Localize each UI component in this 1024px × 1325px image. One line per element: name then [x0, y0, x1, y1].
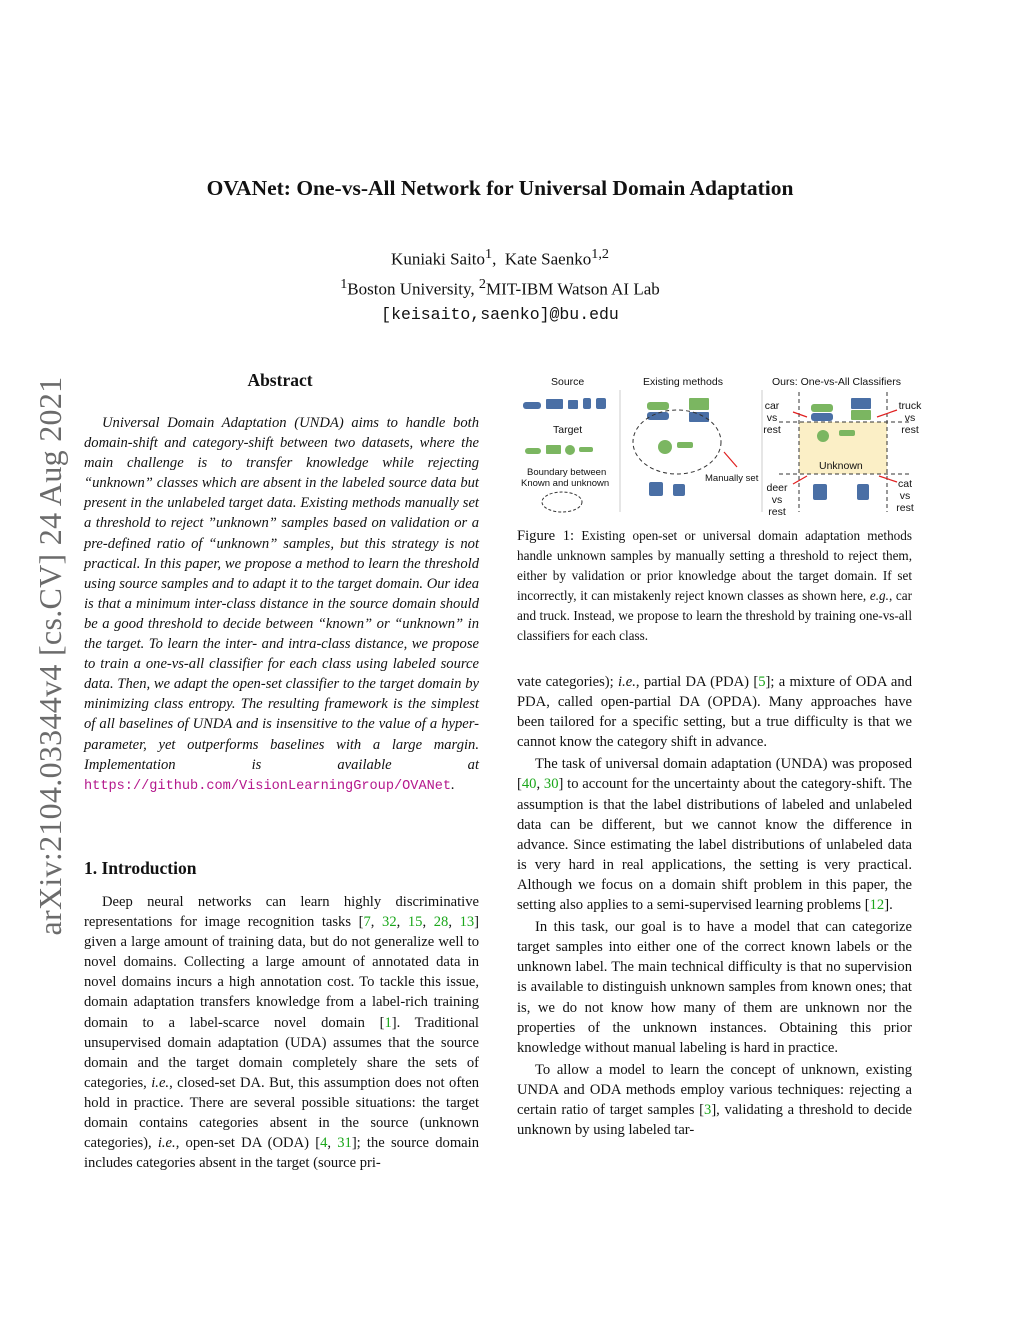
- car-icon: [647, 412, 669, 420]
- text-run: Deep neural networks can learn highly discriminative representations for image recognition tasks [: [84, 894, 479, 931]
- paper-title: OVANet: One-vs-All Network for Universal Domain Adaptation: [206, 176, 794, 200]
- body-paragraph: In this task, our goal is to have a model that can categorize target samples into either one of the correct known labels or the unknown label. The main technical difficulty is that no supervision is available to distinguish unknown samples from known ones; that is, we do not know how many of them are unknown nor the properties of the unknown instances. Obtaining this prior knowledge without manual labeling is hard in practice.: [517, 919, 912, 1056]
- author-name: Kuniaki Saito: [391, 249, 486, 269]
- bug-icon: [565, 445, 575, 455]
- car-icon: [811, 404, 833, 412]
- text-run: ] to account for the uncertainty about the category-shift. The assumption is that the label distributions of labeled and unlabeled data can be different, but we cannot know the difference in advance. Since estimating the label distributions of unlabeled data is very hard in real applications, the setting is very practical. Although we focus on a domain shift problem in this paper, the setting also applies to a semi-supervised learning problems [: [517, 776, 913, 914]
- figure-number: Figure 1:: [517, 528, 575, 544]
- text-run: The task of universal domain adaptation (UNDA) was proposed [: [517, 756, 912, 793]
- truck-icon: [546, 399, 563, 409]
- arrow-icon: [724, 452, 737, 467]
- emphasis: i.e.: [157, 1135, 176, 1152]
- text-run: ] given a large amount of training data, but do not generalize well to novel domains. Collecting a large amount of annotated data in novel domains incurs a high annotation cost. To tackle this issue, domain adaptation transfers knowledge from a label-rich training domain to a label-scarce novel domain [: [84, 914, 480, 1031]
- text-run: ].: [884, 897, 893, 914]
- truck-icon: [689, 398, 709, 410]
- label-line: car: [764, 400, 780, 412]
- text-run: To allow a model to learn the concept of unknown, existing UNDA and ODA methods employ various techniques: rejecting a certain ratio of target samples [: [517, 1061, 912, 1118]
- figure-1-diagram: [517, 372, 917, 522]
- affiliation-line: [200, 272, 800, 302]
- abstract-heading: Abstract: [247, 370, 313, 390]
- boundary-shape: [542, 492, 582, 512]
- intro-paragraph: Deep neural networks can learn highly discriminative representations for image recognition tasks [7, 32, 15, 28, 13] given a large amount of training data, but do not generalize well to novel domains. Collecting a large amount of annotated data in novel domains incurs a high annotation cost. To tackle this issue, domain adaptation transfers knowledge from a label-rich training domain to a label-scarce novel domain [1]. Traditional unsupervised domain adaptation (UDA) assumes that the source domain and the target domain completely share the sets of categories, i.e., closed-set DA. But, this assumption does not often hold in practice. There are several possible situations: the target domain contains categories absent in the source (unknown categories), i.e., open-set DA (ODA) [4, 31]; the source domain includes categories absent in the target (source pri-: [84, 894, 480, 1172]
- body-paragraph: [517, 1060, 912, 1140]
- figure-caption: [517, 526, 912, 646]
- text-run: , closed-set DA. But, this assumption does not often hold in practice. There are several possible situations: the target domain contains categories absent in the source (unknown categories),: [84, 1074, 480, 1152]
- text-run: ]; a mixture of ODA and PDA, called open-partial DA (OPDA). Many approaches have been tailored for a specific setting, but a true difficulty is that we cannot know the category shift in advance.: [517, 674, 912, 751]
- citation-link[interactable]: 31: [337, 1135, 352, 1152]
- truck-classifier-label: [897, 400, 923, 436]
- figure-1: [517, 372, 922, 522]
- label-line: vs: [771, 494, 783, 506]
- car-icon: [647, 402, 669, 410]
- arrow-icon: [793, 412, 807, 417]
- label-line: rest: [763, 424, 781, 436]
- horse-icon: [583, 398, 591, 409]
- citation-link[interactable]: 12: [869, 897, 885, 914]
- abstract-body: [84, 413, 479, 797]
- affiliation-marker: 1,2: [591, 246, 609, 262]
- affiliation-marker: 1: [485, 246, 493, 262]
- cat-classifier-label: [895, 478, 915, 514]
- body-paragraph: The task of universal domain adaptation (UNDA) was proposed [40, 30] to account for the uncertainty about the category-shift. The assumption is that the label distributions of labeled and unlabeled data can be different, but we cannot know the difference in advance. Since estimating the label distributions of unlabeled data is very hard in real applications, the setting is very practical. Although we focus on a domain shift problem in this paper, the setting also applies to a semi-supervised learning problems [12].: [517, 756, 913, 914]
- bone-icon: [839, 430, 855, 436]
- citation-link[interactable]: 5: [758, 674, 766, 690]
- text-run: vate categories);: [517, 674, 619, 690]
- section-heading: 1. Introduction: [84, 858, 197, 878]
- citation-link[interactable]: 15: [407, 914, 423, 931]
- text-run: ]. Traditional unsupervised domain adaptation (UDA) assumes that the source domain and the target domain completely share the sets of categories,: [84, 1014, 479, 1091]
- label-line: vs: [766, 412, 778, 424]
- unknown-label: Unknown: [819, 460, 863, 472]
- citation-link[interactable]: 30: [543, 776, 559, 793]
- cat-icon: [857, 484, 869, 500]
- car-classifier-label: [763, 400, 781, 436]
- citation-link[interactable]: 1: [384, 1014, 392, 1031]
- author-block: [200, 242, 800, 301]
- label-line: truck: [898, 400, 922, 412]
- emphasis: i.e.: [151, 1074, 170, 1091]
- affiliation-marker: 1: [340, 275, 348, 292]
- ours-label: Ours: One-vs-All Classifiers: [772, 376, 901, 388]
- bone-icon: [579, 447, 593, 452]
- label-line: vs: [904, 412, 916, 424]
- author-name: Kate Saenko: [504, 249, 592, 269]
- car-icon: [811, 413, 833, 421]
- car-icon: [525, 448, 541, 454]
- citation-link[interactable]: 40: [521, 776, 537, 793]
- label-line: rest: [768, 506, 786, 518]
- manually-set-label: Manually set: [705, 473, 759, 484]
- citation-link[interactable]: 28: [433, 914, 449, 931]
- emphasis: e.g.: [869, 588, 889, 603]
- label-line: vs: [899, 490, 911, 502]
- truck-icon: [689, 412, 709, 422]
- label-line: cat: [897, 478, 912, 490]
- text-run: , partial DA (PDA) [: [635, 674, 759, 690]
- deer-icon: [813, 484, 827, 500]
- existing-label: Existing methods: [643, 376, 723, 388]
- truck-icon: [851, 410, 871, 420]
- bug-icon: [817, 430, 829, 442]
- label-line: rest: [896, 502, 914, 514]
- abstract-paragraph: [84, 413, 479, 797]
- text-run: , open-set DA (ODA) [: [175, 1135, 321, 1152]
- cat-icon: [596, 398, 606, 409]
- existing-icons: [647, 398, 709, 496]
- bone-icon: [677, 442, 693, 448]
- deer-icon: [568, 400, 578, 409]
- deer-icon: [649, 482, 663, 496]
- target-label: Target: [553, 424, 583, 436]
- body-paragraph: [517, 672, 912, 752]
- author-line: Kuniaki Saito$^1$, Kate Saenko$^{1,2}$: [391, 246, 609, 269]
- arrow-icon: [793, 476, 807, 484]
- caption-text: , car and truck. Instead, we propose to learn the threshold by training one-vs-all classifiers for each class.: [517, 588, 912, 643]
- bug-icon: [658, 440, 672, 454]
- punctuation: .: [451, 776, 455, 793]
- cat-icon: [673, 484, 685, 496]
- citation-link[interactable]: 13: [459, 914, 475, 931]
- affiliation: Boston University,: [347, 279, 479, 299]
- boundary-label: Boundary between: [527, 467, 607, 478]
- source-label: Source: [551, 376, 585, 388]
- citation-link[interactable]: 7: [363, 914, 371, 931]
- intro-body: [84, 892, 479, 1173]
- arxiv-identifier: arXiv:2104.03344v4 [cs.CV] 24 Aug 2021: [32, 376, 68, 936]
- affiliation: MIT-IBM Watson AI Lab: [485, 279, 660, 299]
- right-column-body: [517, 672, 912, 1140]
- text-run: ]; the source domain includes categories absent in the target (source pri-: [84, 1135, 480, 1172]
- label-line: rest: [901, 424, 919, 436]
- deer-classifier-label: [765, 482, 789, 518]
- abstract-text: Universal Domain Adaptation (UNDA) aims to handle both domain-shift and category-shift between two datasets, where the main challenge is to transfer knowledge while rejecting “unknown” classes which are absent in the labeled source data but present in the unlabeled target data. Existing methods manually set a threshold to reject ”unknown” samples based on validation or a pre-defined ratio of “unknown” samples, but this strategy is not practical. In this paper, we propose a method to learn the threshold using source samples and to adapt it to the target domain. Our idea is that a minimum inter-class distance in the source domain should be a good threshold to decide between “known” or “unknown” in the target. To learn the inter- and intra-class distance, we propose to train a one-vs-all classifier for each class using labeled source data. Then, we adapt the open-set classifier to the target domain by minimizing class entropy. The resulting framework is the simplest of all baselines of UNDA and is insensitive to the value of a hyper-parameter, yet outperforms baselines with a large margin. Implementation is available at: [84, 415, 479, 773]
- label-line: deer: [766, 482, 788, 494]
- citation-link[interactable]: 3: [704, 1101, 712, 1118]
- target-icons: [525, 445, 593, 455]
- car-icon: [523, 402, 541, 409]
- truck-icon: [851, 398, 871, 409]
- source-icons: [523, 398, 606, 409]
- emphasis: i.e.: [618, 674, 636, 690]
- threshold-boundary: [633, 410, 721, 474]
- citation-link[interactable]: 32: [382, 914, 397, 931]
- boundary-label: Known and unknown: [521, 478, 610, 489]
- citation-link[interactable]: 4: [320, 1135, 328, 1152]
- author-email: [keisaito,saenko]@bu.edu: [381, 305, 619, 324]
- affiliation-marker: 2: [478, 275, 486, 292]
- truck-icon: [546, 445, 561, 454]
- code-link[interactable]: https://github.com/VisionLearningGroup/OVANet: [84, 778, 452, 794]
- text-run: ], validating a threshold to decide unknown by using labeled tar-: [517, 1101, 912, 1139]
- caption-text: Existing open-set or universal domain adaptation methods handle unknown samples by manually setting a threshold to reject them, either by validation or prior knowledge about the target domain. If set incorrectly, it can mistakenly reject known classes as shown here,: [517, 528, 912, 603]
